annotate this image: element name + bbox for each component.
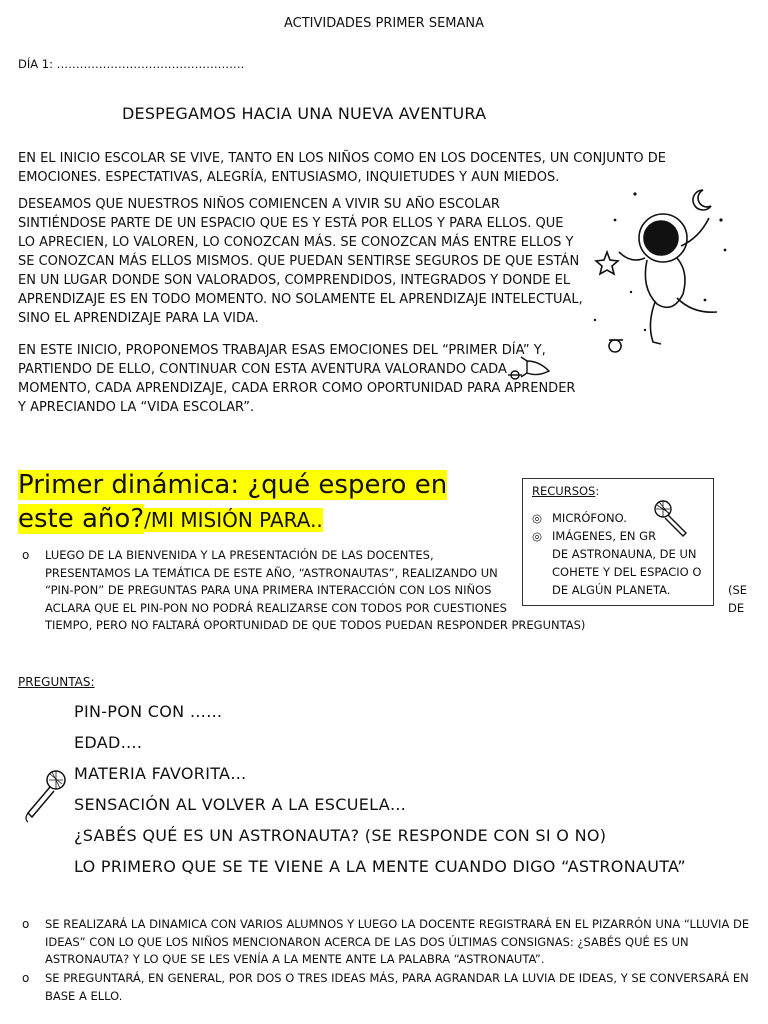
question-item: LO PRIMERO QUE SE TE VIENE A LA MENTE CUANDO DIGO “ASTRONAUTA”	[74, 857, 686, 876]
question-item: ¿SABÉS QUÉ ES UN ASTRONAUTA? (SE RESPONDE CON SI O NO)	[74, 826, 607, 845]
moon-icon	[693, 190, 711, 210]
list-line: “PIN-PON” DE PREGUNTAS PARA UNA PRIMERA INTERACCIÓN CON LOS NIÑOS	[45, 583, 492, 597]
bullet-marker: o	[22, 971, 30, 985]
paragraph-proposal: EN ESTE INICIO, PROPONEMOS TRABAJAR ESAS EMOCIONES DEL “PRIMER DÍA” Y, PARTIENDO DE ELLO, CONTINUAR CON ESTA AVENTURA VALORANDO CADA MOMENTO, CADA APRENDIZAJE, CADA ERROR COMO OPORTUNIDAD PARA APRENDER Y APRECIANDO LA “VIDA ESCOLAR”.	[18, 343, 576, 415]
question-item: SENSACIÓN AL VOLVER A LA ESCUELA…	[74, 795, 407, 814]
bullet-marker: o	[22, 917, 30, 931]
page-title: DESPEGAMOS HACIA UNA NUEVA AVENTURA	[122, 104, 487, 123]
bullet-marker: o	[22, 548, 30, 562]
paragraph-intro: EN EL INICIO ESCOLAR SE VIVE, TANTO EN LOS NIÑOS COMO EN LOS DOCENTES, UN CONJUNTO DE EMOCIONES. ESPECTATIVAS, ALEGRÍA, ENTUSIASMO, INQUIETUDES Y AUN MIEDOS.	[18, 151, 666, 185]
microphone-icon	[20, 768, 70, 824]
list-item-brainstorm: SE REALIZARÁ LA DINAMICA CON VARIOS ALUMNOS Y LUEGO LA DOCENTE REGISTRARÁ EN EL PIZARRÓN UNA “LLUVIA DE IDEAS” CON LO QUE LOS NIÑOS MENCIONARON ACERCA DE LAS DOS ÚLTIMAS CONSIGNAS: ¿SABÉS QUÉ ES UN ASTRONAUTA? Y LO QUE SE LES VENÍA A LA MENTE ANTE LA PALABRA “ASTRONAUTA”.	[45, 917, 750, 966]
list-line-tail: (SE	[728, 583, 748, 597]
list-item-intro	[45, 547, 748, 635]
page-header: ACTIVIDADES PRIMER SEMANA	[283, 16, 485, 31]
list-line: ACLARA QUE EL PIN-PON NO PODRÁ REALIZARSE CON TODOS POR CUESTIONES	[45, 600, 507, 615]
resource-bullet: ◎	[532, 511, 543, 525]
rocket-illustration	[505, 355, 565, 385]
list-line-row	[45, 582, 748, 600]
resources-label-colon: :	[595, 484, 600, 498]
question-item: PIN-PON CON ……	[74, 702, 223, 721]
list-line-tail: DE	[728, 601, 745, 615]
list-line: PRESENTAMOS LA TEMÁTICA DE ESTE AÑO, “ASTRONAUTAS”, REALIZANDO UN	[45, 565, 498, 580]
day-line: DÍA 1: ………………………………………….	[18, 57, 245, 71]
resources-label-text: RECURSOS	[532, 484, 596, 498]
astronaut-illustration	[585, 180, 735, 360]
resource-item-text: MICRÓFONO.	[552, 511, 627, 525]
paragraph-wishes: DESEAMOS QUE NUESTROS NIÑOS COMIENCEN A VIVIR SU AÑO ESCOLAR SINTIÉNDOSE PARTE DE UN ESPACIO QUE ES Y ESTÁ POR ELLOS Y PARA ELLOS. QUE LO APRECIEN, LO VALOREN, LO CONOZCAN MÁS. SE CONOZCAN MÁS ENTRE ELLOS Y SE CONOZCAN MÁS ELLOS MISMOS. QUE PUEDAN SENTIRSE SEGUROS DE QUE ESTÁN EN UN LUGAR DONDE SON VALORADOS, COMPRENDIDOS, INTEGRADOS Y DONDE EL APRENDIZAJE ES EN TODO MOMENTO. NO SOLAMENTE EL APRENDIZAJE INTELECTUAL, SINO EL APRENDIZAJE PARA LA VIDA.	[18, 197, 583, 326]
question-item: EDAD….	[74, 733, 143, 752]
microphone-icon	[651, 497, 693, 539]
dynamic-heading-line2a: este año?	[18, 504, 145, 534]
resource-item-text: IMÁGENES, EN GR	[552, 529, 657, 543]
dynamic-heading	[18, 468, 488, 537]
list-item-followup: SE PREGUNTARÁ, EN GENERAL, POR DOS O TRES IDEAS MÁS, PARA AGRANDAR LA LUVIA DE IDEAS, Y SE CONVERSARÁ EN BASE A ELLO.	[45, 971, 749, 1003]
questions-label: PREGUNTAS:	[18, 675, 95, 689]
question-item: MATERIA FAVORITA…	[74, 764, 247, 783]
list-line: TIEMPO, PERO NO FALTARÁ OPORTUNIDAD DE QUE TODOS PUEDAN RESPONDER PREGUNTAS)	[45, 618, 586, 632]
list-line: LUEGO DE LA BIENVENIDA Y LA PRESENTACIÓN DE LAS DOCENTES,	[45, 548, 434, 562]
resources-label	[532, 484, 599, 498]
list-line-row	[45, 600, 745, 618]
dynamic-heading-line1: Primer dinámica: ¿qué espero en	[18, 470, 448, 500]
resource-item-text: DE ASTRONAUNA, DE UN COHETE Y DEL ESPACIO O DE ALGÚN PLANETA.	[552, 547, 702, 597]
resource-bullet: ◎	[532, 529, 543, 543]
dynamic-heading-line2b: /MI MISIÓN PARA..	[144, 508, 323, 532]
